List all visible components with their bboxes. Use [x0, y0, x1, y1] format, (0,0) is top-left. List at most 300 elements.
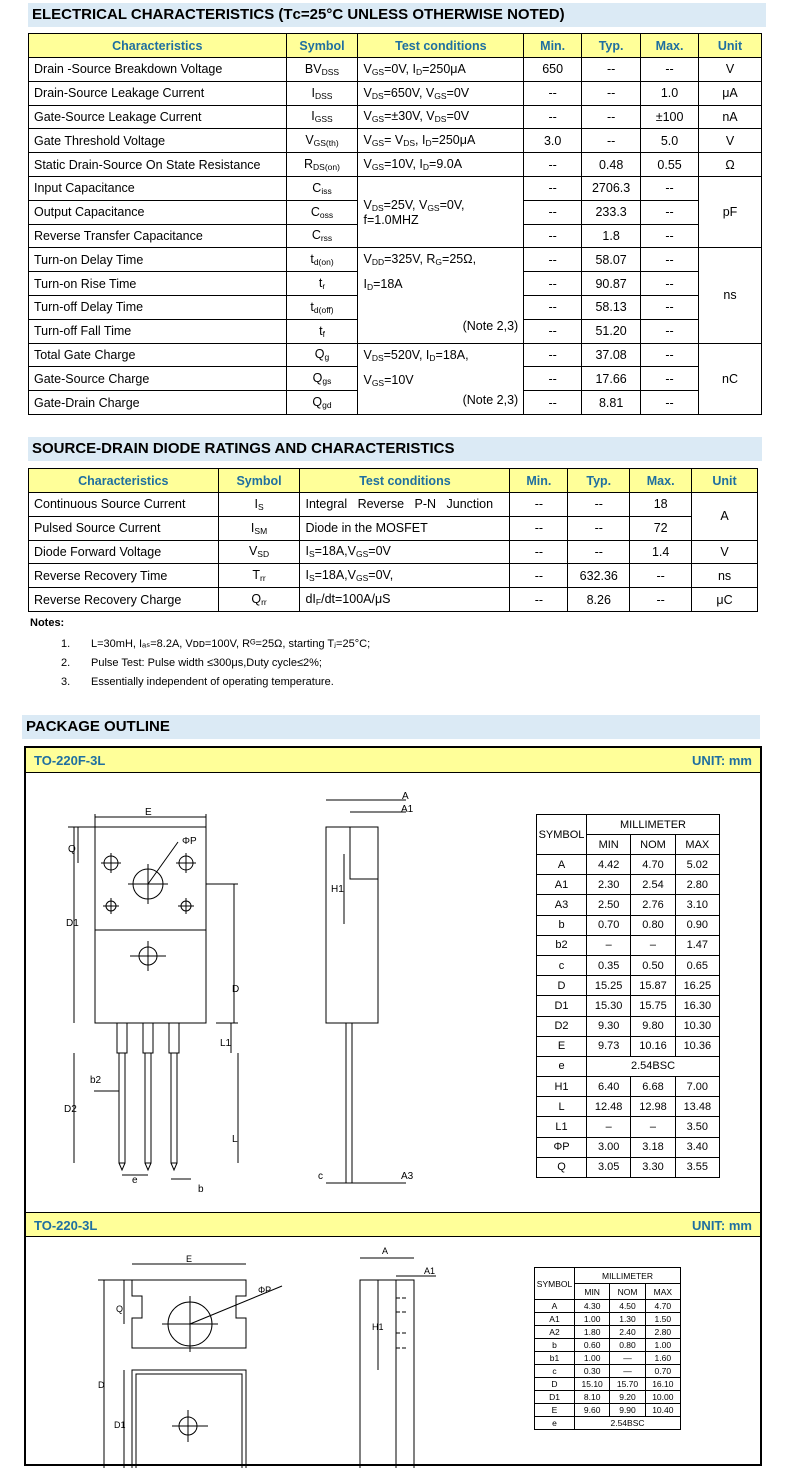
- value-typ: 58.07: [582, 248, 641, 272]
- text: I: [311, 109, 315, 124]
- text: I: [311, 85, 315, 100]
- subscript: DSS: [321, 66, 340, 77]
- dim-value: –: [631, 1117, 675, 1137]
- subscript: S: [257, 501, 264, 512]
- dim-symbol: e: [535, 1417, 575, 1430]
- text: V: [305, 133, 314, 148]
- value-max: 72: [630, 516, 692, 540]
- dim-row: [537, 875, 720, 895]
- value-min: --: [524, 343, 582, 367]
- subscript: D: [429, 352, 436, 363]
- text: t: [319, 323, 323, 338]
- dim-row: [535, 1339, 681, 1352]
- subscript: GS: [371, 114, 385, 125]
- text: BV: [304, 61, 322, 76]
- text: C: [310, 204, 320, 219]
- subscript: rr: [260, 573, 266, 584]
- dim-value: 1.00: [575, 1313, 610, 1326]
- subscript: D: [425, 138, 432, 149]
- dim-value: 10.16: [631, 1036, 675, 1056]
- dim-value: 10.00: [645, 1391, 680, 1404]
- value-max: 1.4: [630, 540, 692, 564]
- subscript: GS: [371, 162, 385, 173]
- param-symbol: [286, 224, 358, 248]
- dim-row: [537, 1157, 720, 1177]
- param-name: Continuous Source Current: [29, 493, 219, 517]
- unit: nA: [699, 105, 762, 129]
- dim-value: 1.00: [575, 1352, 610, 1365]
- text: V: [363, 372, 372, 387]
- dim-value: 0.50: [631, 955, 675, 975]
- param-symbol: [286, 248, 358, 272]
- value-max: ±100: [641, 105, 699, 129]
- test-condition: [358, 129, 524, 153]
- dim-value: 1.00: [645, 1339, 680, 1352]
- dim-value: 7.00: [675, 1077, 719, 1097]
- value-min: --: [524, 105, 582, 129]
- package-b-bar: [26, 1212, 760, 1237]
- dim-row: [537, 976, 720, 996]
- value-min: --: [510, 540, 568, 564]
- text: V: [363, 133, 372, 148]
- elec-row: [29, 81, 762, 105]
- value-max: 0.55: [641, 153, 699, 177]
- dim-E-label: E: [145, 807, 152, 818]
- dim-symbol: b2: [537, 935, 587, 955]
- to220f-side-drawing: [306, 774, 436, 1194]
- dim-row: [537, 1016, 720, 1036]
- dim-value: 6.68: [631, 1077, 675, 1097]
- test-condition: [358, 105, 524, 129]
- test-condition: [300, 564, 510, 588]
- b-side-A-label: A: [382, 1246, 389, 1256]
- dim-col-header: MAX: [675, 835, 719, 855]
- dim-value: 1.80: [575, 1326, 610, 1339]
- dim-symbol-header: SYMBOL: [535, 1268, 575, 1300]
- text: =650V, V: [383, 85, 435, 100]
- dim-col-header: NOM: [631, 835, 675, 855]
- test-condition: [358, 176, 524, 247]
- text: =10V, I: [384, 157, 423, 172]
- dim-symbol: c: [535, 1365, 575, 1378]
- subscript: DS: [371, 352, 384, 363]
- dim-value: 16.30: [675, 996, 719, 1016]
- dim-value: 4.70: [631, 855, 675, 875]
- dim-row: [537, 1117, 720, 1137]
- param-symbol: [218, 540, 300, 564]
- subscript: d(off): [313, 304, 334, 315]
- test-condition: [300, 588, 510, 612]
- dim-value: 15.25: [587, 976, 631, 996]
- elec-header-cell: Test conditions: [358, 34, 524, 58]
- subscript: SM: [254, 525, 268, 536]
- subscript: DS: [434, 114, 447, 125]
- param-name: Drain-Source Leakage Current: [29, 81, 287, 105]
- text: =18A,V: [314, 544, 356, 559]
- text: , I: [415, 133, 426, 148]
- dim-P-label: ΦP: [182, 836, 197, 847]
- dim-value: –: [587, 1117, 631, 1137]
- text: I: [254, 496, 258, 511]
- dim-row: [535, 1313, 681, 1326]
- dim-b-label: b: [198, 1184, 204, 1194]
- diode-header-cell: Min.: [510, 469, 568, 493]
- package-b-name: TO-220-3L: [34, 1218, 98, 1233]
- b-dim-D1-label: D1: [114, 1420, 126, 1430]
- param-name: Pulsed Source Current: [29, 516, 219, 540]
- unit: V: [699, 58, 762, 82]
- dim-symbol: E: [537, 1036, 587, 1056]
- elec-header-cell: Max.: [641, 34, 699, 58]
- text: = V: [384, 133, 404, 148]
- diode-row: [29, 516, 758, 540]
- dim-value: 9.60: [575, 1404, 610, 1417]
- text: I: [305, 544, 309, 559]
- diode-table: [28, 468, 758, 612]
- dim-row: [537, 996, 720, 1016]
- dim-value: 3.05: [587, 1157, 631, 1177]
- text: V: [363, 157, 372, 172]
- unit: pF: [699, 176, 762, 247]
- value-typ: --: [568, 493, 630, 517]
- dim-symbol: A: [537, 855, 587, 875]
- text: =250μA: [431, 133, 476, 148]
- unit: nC: [699, 343, 762, 414]
- elec-header-cell: Symbol: [286, 34, 358, 58]
- dim-value: 15.10: [575, 1378, 610, 1391]
- value-typ: 1.8: [582, 224, 641, 248]
- dim-value: —: [610, 1365, 645, 1378]
- dim-value: 0.90: [675, 915, 719, 935]
- dim-symbol: D1: [537, 996, 587, 1016]
- dim-value: 3.30: [631, 1157, 675, 1177]
- dim-symbol: H1: [537, 1077, 587, 1097]
- subscript: DS: [371, 202, 384, 213]
- subscript: g: [324, 352, 330, 363]
- value-typ: 8.81: [582, 391, 641, 415]
- dim-value: 3.55: [675, 1157, 719, 1177]
- value-min: --: [524, 367, 582, 391]
- text: =0V,: [368, 568, 394, 583]
- dim-symbol: b: [537, 915, 587, 935]
- subscript: F: [315, 597, 322, 608]
- dim-col-header: MAX: [645, 1284, 680, 1300]
- value-typ: 58.13: [582, 295, 641, 319]
- dim-col-header: MIN: [575, 1284, 610, 1300]
- text: =18A,V: [314, 568, 356, 583]
- test-condition: Integral Reverse P-N Junction: [300, 493, 510, 517]
- b-side-H1-label: H1: [372, 1322, 384, 1332]
- dim-D-label: D: [232, 984, 240, 995]
- value-max: --: [630, 588, 692, 612]
- value-typ: --: [568, 540, 630, 564]
- unit: V: [692, 540, 758, 564]
- text: =25Ω,: [442, 252, 477, 267]
- subscript: S: [308, 573, 315, 584]
- param-name: Input Capacitance: [29, 176, 287, 200]
- text: Q: [251, 592, 262, 607]
- text: C: [312, 180, 322, 195]
- dim-value: 1.60: [645, 1352, 680, 1365]
- dim-symbol: D: [535, 1378, 575, 1391]
- value-max: --: [641, 58, 699, 82]
- dim-value: 2.80: [675, 875, 719, 895]
- test-condition: [358, 248, 524, 343]
- text: T: [252, 568, 261, 583]
- subscript: SD: [257, 549, 270, 560]
- param-name: Turn-on Rise Time: [29, 272, 287, 296]
- elec-header-cell: Typ.: [582, 34, 641, 58]
- value-min: --: [510, 588, 568, 612]
- dim-value: 10.30: [675, 1016, 719, 1036]
- dim-value: 9.80: [631, 1016, 675, 1036]
- package-section-title: PACKAGE OUTLINE: [22, 715, 760, 739]
- dim-value: 12.98: [631, 1097, 675, 1117]
- dim-symbol: L: [537, 1097, 587, 1117]
- diode-header-cell: Max.: [630, 469, 692, 493]
- param-symbol: [286, 129, 358, 153]
- text: f=1.0MHZ: [363, 212, 419, 227]
- b-side-A1-label: A1: [424, 1266, 436, 1276]
- value-min: --: [524, 319, 582, 343]
- text: =520V, I: [383, 347, 430, 362]
- test-condition: Diode in the MOSFET: [300, 516, 510, 540]
- subscript: GS: [371, 377, 385, 388]
- value-max: --: [630, 564, 692, 588]
- diode-header-cell: Characteristics: [29, 469, 219, 493]
- dim-value: 2.54: [631, 875, 675, 895]
- dim-value: 3.10: [675, 895, 719, 915]
- dim-symbol: A3: [537, 895, 587, 915]
- text: I: [305, 568, 309, 583]
- test-condition: [358, 58, 524, 82]
- dim-value: 0.70: [587, 915, 631, 935]
- text: V: [363, 85, 372, 100]
- value-typ: 8.26: [568, 588, 630, 612]
- dim-symbol: D2: [537, 1016, 587, 1036]
- value-max: --: [641, 391, 699, 415]
- dim-symbol: A1: [537, 875, 587, 895]
- dim-row: [537, 955, 720, 975]
- unit: μA: [699, 81, 762, 105]
- dim-value: 2.80: [645, 1326, 680, 1339]
- param-symbol: [286, 176, 358, 200]
- text: t: [310, 299, 314, 314]
- side-A-label: A: [402, 791, 409, 802]
- subscript: oss: [319, 209, 334, 220]
- unit: A: [692, 493, 758, 541]
- param-name: Diode Forward Voltage: [29, 540, 219, 564]
- text: /dt=100A/μS: [321, 592, 391, 607]
- side-H1-label: H1: [331, 884, 344, 895]
- dim-b2-label: b2: [90, 1075, 102, 1086]
- value-min: --: [524, 81, 582, 105]
- dim-L1-label: L1: [220, 1038, 232, 1049]
- value-min: --: [524, 224, 582, 248]
- value-max: --: [641, 343, 699, 367]
- test-condition: [358, 153, 524, 177]
- unit: ns: [692, 564, 758, 588]
- dim-value: 9.90: [610, 1404, 645, 1417]
- elec-row: [29, 105, 762, 129]
- dim-value: 10.40: [645, 1404, 680, 1417]
- test-condition: [300, 540, 510, 564]
- value-typ: 2706.3: [582, 176, 641, 200]
- value-typ: 0.48: [582, 153, 641, 177]
- param-name: Static Drain-Source On State Resistance: [29, 153, 287, 177]
- text: C: [311, 228, 321, 243]
- subscript: D: [415, 66, 423, 77]
- value-min: --: [510, 493, 568, 517]
- value-min: --: [524, 200, 582, 224]
- dim-value: 2.30: [587, 875, 631, 895]
- subscript: D: [366, 282, 374, 293]
- test-condition: [358, 343, 524, 414]
- dim-row: [537, 855, 720, 875]
- note-item: 3. Essentially independent of operating temperature.: [61, 676, 334, 688]
- subscript: rss: [320, 233, 333, 244]
- text: =0V: [446, 109, 470, 124]
- elec-row: [29, 129, 762, 153]
- text: =250μA: [422, 61, 466, 76]
- param-symbol: [286, 153, 358, 177]
- diode-header-row: [29, 469, 758, 493]
- dim-value: 1.50: [645, 1313, 680, 1326]
- elec-row: [29, 153, 762, 177]
- text: =±30V, V: [384, 109, 435, 124]
- dim-row: [537, 935, 720, 955]
- dim-value: 0.60: [575, 1339, 610, 1352]
- param-symbol: [218, 564, 300, 588]
- text: V: [363, 61, 372, 76]
- diode-header-cell: Symbol: [218, 469, 300, 493]
- dim-value: 0.30: [575, 1365, 610, 1378]
- dim-e-label: e: [132, 1175, 138, 1186]
- param-name: Turn-off Delay Time: [29, 295, 287, 319]
- text: =0V: [368, 544, 391, 559]
- param-symbol: [286, 319, 358, 343]
- dim-row: [535, 1404, 681, 1417]
- subscript: r: [322, 281, 326, 292]
- subscript: G: [435, 257, 443, 268]
- subscript: gs: [322, 376, 332, 387]
- dim-symbol: E: [535, 1404, 575, 1417]
- dim-value: 15.70: [610, 1378, 645, 1391]
- dim-row: [535, 1417, 681, 1430]
- dim-value: 0.65: [675, 955, 719, 975]
- param-symbol: [286, 391, 358, 415]
- package-outline-box: [24, 746, 762, 1466]
- value-max: 5.0: [641, 129, 699, 153]
- unit: ns: [699, 248, 762, 343]
- to220-front-drawing: [26, 1238, 306, 1468]
- param-name: Turn-off Fall Time: [29, 319, 287, 343]
- param-name: Gate-Drain Charge: [29, 391, 287, 415]
- value-min: --: [510, 516, 568, 540]
- elec-header-row: [29, 34, 762, 58]
- dim-value: 12.48: [587, 1097, 631, 1117]
- dim-value: 9.30: [587, 1016, 631, 1036]
- test-condition: [358, 81, 524, 105]
- dim-value: 1.47: [675, 935, 719, 955]
- unit: V: [699, 129, 762, 153]
- text: V: [363, 347, 372, 362]
- param-name: Gate-Source Leakage Current: [29, 105, 287, 129]
- package-b-unit: UNIT: mm: [692, 1218, 752, 1233]
- dim-mm-header: MILLIMETER: [575, 1268, 681, 1284]
- elec-section-title: ELECTRICAL CHARACTERISTICS (Tᴄ=25°C UNLESS OTHERWISE NOTED): [28, 3, 766, 27]
- note-item: 2. Pulse Test: Pulse width ≤300μs,Duty cycle≤2%;: [61, 657, 322, 669]
- side-A1-label: A1: [401, 804, 414, 815]
- subscript: f: [322, 328, 325, 339]
- dim-value: 10.36: [675, 1036, 719, 1056]
- to220f-dimension-table: [536, 814, 720, 1178]
- value-min: --: [524, 295, 582, 319]
- dim-row: [535, 1391, 681, 1404]
- dim-value: 3.50: [675, 1117, 719, 1137]
- subscript: GS: [434, 90, 447, 101]
- value-max: --: [641, 367, 699, 391]
- dim-value: 16.10: [645, 1378, 680, 1391]
- subscript: DSS: [315, 90, 333, 101]
- subscript: DS: [403, 138, 416, 149]
- value-max: --: [641, 224, 699, 248]
- dim-value: 0.70: [645, 1365, 680, 1378]
- param-symbol: [286, 105, 358, 129]
- dim-value: 2.54BSC: [587, 1056, 720, 1076]
- dim-row: [537, 1137, 720, 1157]
- param-symbol: [286, 367, 358, 391]
- unit: μC: [692, 588, 758, 612]
- value-typ: --: [568, 516, 630, 540]
- param-symbol: [286, 272, 358, 296]
- dim-D1-label: D1: [66, 918, 79, 929]
- dim-row: [535, 1365, 681, 1378]
- param-symbol: [286, 200, 358, 224]
- subscript: d(on): [313, 257, 334, 268]
- dim-value: 4.70: [645, 1300, 680, 1313]
- dim-row: [537, 1097, 720, 1117]
- dim-value: 4.30: [575, 1300, 610, 1313]
- to220f-front-drawing: [26, 774, 286, 1194]
- diode-row: [29, 588, 758, 612]
- param-symbol: [286, 295, 358, 319]
- value-max: 1.0: [641, 81, 699, 105]
- param-symbol: [218, 493, 300, 517]
- value-typ: --: [582, 81, 641, 105]
- value-min: --: [510, 564, 568, 588]
- value-min: --: [524, 153, 582, 177]
- dim-symbol: ΦP: [537, 1137, 587, 1157]
- to220-dimension-table: [534, 1267, 681, 1430]
- subscript: GS: [371, 138, 385, 149]
- value-max: --: [641, 248, 699, 272]
- dim-row: [537, 1077, 720, 1097]
- dim-symbol: L1: [537, 1117, 587, 1137]
- value-typ: 632.36: [568, 564, 630, 588]
- text: V: [363, 252, 372, 267]
- value-max: 18: [630, 493, 692, 517]
- param-name: Reverse Transfer Capacitance: [29, 224, 287, 248]
- text: =10V: [384, 372, 414, 387]
- side-c-label: c: [318, 1171, 323, 1182]
- text: Q: [312, 395, 323, 410]
- subscript: iss: [321, 185, 332, 196]
- value-max: --: [641, 200, 699, 224]
- dim-row: [537, 1056, 720, 1076]
- dim-value: 8.10: [575, 1391, 610, 1404]
- param-name: Turn-on Delay Time: [29, 248, 287, 272]
